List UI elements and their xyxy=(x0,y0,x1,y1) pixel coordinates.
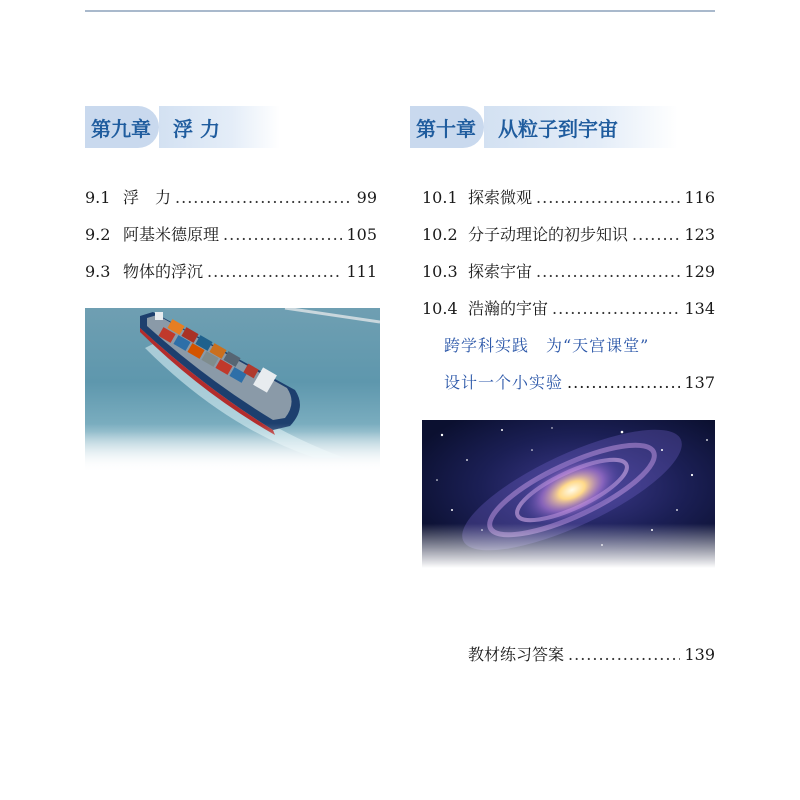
galaxy-illustration xyxy=(422,420,715,568)
toc-entry-page: 137 xyxy=(684,373,715,392)
toc-entry-9-3[interactable] xyxy=(85,259,377,296)
toc-entry-title: 分子动理论的初步知识 xyxy=(468,225,629,244)
toc-entry-project-line1[interactable] xyxy=(422,333,715,370)
toc-leader-dots xyxy=(567,373,680,392)
chapter-10-toc xyxy=(422,185,715,407)
toc-leader-dots xyxy=(207,262,342,281)
toc-entry-answers[interactable] xyxy=(468,642,715,679)
toc-entry-page: 129 xyxy=(684,262,715,281)
chapter-10-header xyxy=(410,106,715,148)
toc-entry-number: 9.2 xyxy=(85,225,111,244)
toc-entry-title: 浮 力 xyxy=(123,188,172,207)
toc-entry-10-3[interactable] xyxy=(422,259,715,296)
toc-leader-dots xyxy=(568,645,680,664)
toc-entry-page: 99 xyxy=(356,188,377,207)
toc-entry-10-4[interactable] xyxy=(422,296,715,333)
project-title-line1: 跨学科实践 为“天宫课堂” xyxy=(444,336,650,355)
project-title-line2: 设计一个小实验 xyxy=(444,373,564,392)
chapter-10-name: 从粒子到宇宙 xyxy=(484,106,678,148)
toc-leader-dots xyxy=(632,225,680,244)
toc-page xyxy=(85,0,715,800)
toc-entry-title: 探索微观 xyxy=(468,188,533,207)
toc-entry-number: 9.1 xyxy=(85,188,111,207)
chapter-9-header xyxy=(85,106,370,148)
chapter-9-toc xyxy=(85,185,377,296)
ship-illustration xyxy=(85,308,380,473)
container-ship-image xyxy=(85,308,380,473)
toc-entry-project-line2[interactable] xyxy=(422,370,715,407)
toc-entry-10-2[interactable] xyxy=(422,222,715,259)
toc-entry-number: 10.1 xyxy=(422,188,458,207)
toc-entry-10-1[interactable] xyxy=(422,185,715,222)
toc-entry-page: 123 xyxy=(684,225,715,244)
chapter-9-name: 浮 力 xyxy=(159,106,280,148)
toc-leader-dots xyxy=(552,299,680,318)
toc-entry-9-2[interactable] xyxy=(85,222,377,259)
toc-entry-title: 探索宇宙 xyxy=(468,262,533,281)
toc-leader-dots xyxy=(223,225,342,244)
toc-leader-dots xyxy=(536,188,680,207)
toc-entry-title: 阿基米德原理 xyxy=(123,225,220,244)
spiral-galaxy-image xyxy=(422,420,715,568)
toc-entry-9-1[interactable] xyxy=(85,185,377,222)
toc-entry-title: 浩瀚的宇宙 xyxy=(468,299,549,318)
answers-title: 教材练习答案 xyxy=(468,645,565,664)
toc-leader-dots xyxy=(536,262,680,281)
top-rule xyxy=(85,10,715,12)
chapter-9-number: 第九章 xyxy=(85,106,159,148)
toc-leader-dots xyxy=(175,188,353,207)
toc-entry-page: 134 xyxy=(684,299,715,318)
toc-entry-title: 物体的浮沉 xyxy=(123,262,204,281)
toc-answers xyxy=(468,642,715,679)
toc-entry-number: 10.4 xyxy=(422,299,458,318)
chapter-10-number: 第十章 xyxy=(410,106,484,148)
toc-entry-number: 9.3 xyxy=(85,262,111,281)
toc-entry-page: 105 xyxy=(346,225,377,244)
answers-page: 139 xyxy=(684,645,715,664)
toc-entry-number: 10.3 xyxy=(422,262,458,281)
toc-entry-page: 111 xyxy=(346,262,377,281)
toc-entry-number: 10.2 xyxy=(422,225,458,244)
toc-entry-page: 116 xyxy=(684,188,715,207)
